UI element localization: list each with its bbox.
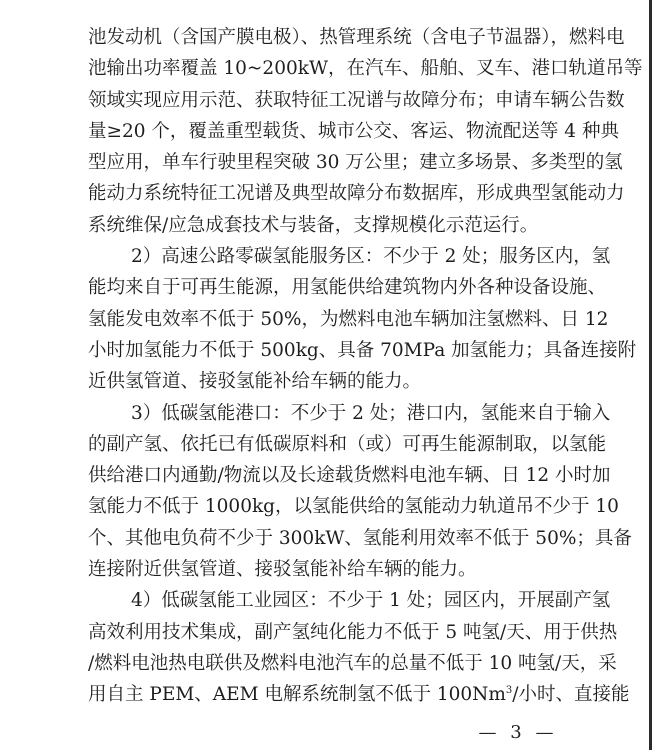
paragraph-1 [88,22,643,241]
paragraph-3-low-carbon-port [88,398,632,586]
text-line: 氢能力不低于 1000kg，以氢能供给的氢能动力轨道吊不少于 10 [88,496,619,518]
paragraph-heading-line: 2）高速公路零碳氢能服务区：不少于 2 处；服务区内，氢 [131,246,611,268]
superscript: 3 [505,685,513,697]
text-line [88,679,630,710]
text-line: 连接附近供氢管道、接驳氢能补给车辆的能力。 [88,559,477,581]
text-line: 量≥20 个，覆盖重型载货、城市公交、客运、物流配送等 4 种典 [88,120,619,142]
text-segment: 用自主 PEM、AEM 电解系统制氢不低于 100Nm [88,684,506,706]
text-line: 的副产氢、依托已有低碳原料和（或）可再生能源制取，以氢能 [88,433,607,455]
text-line: 池发动机（含国产膜电极）、热管理系统（含电子节温器），燃料电 [88,27,625,48]
paragraph-heading-line: 4）低碳氢能工业园区：不少于 1 处；园区内，开展副产氢 [131,590,611,612]
text-line: 能均来自于可再生能源，用氢能供给建筑物内外各种设备设施、 [88,277,607,299]
document-body [88,22,643,711]
text-line: 个、其他电负荷不少于 300kW、氢能利用效率不低于 50%；具备 [88,527,632,549]
page-number: — 3 — [478,722,558,743]
text-line: 型应用，单车行驶里程突破 30 万公里；建立多场景、多类型的氢 [88,152,623,174]
paragraph-4-industrial-park [88,585,630,710]
text-line: 小时加氢能力不低于 500kg、具备 70MPa 加氢能力；具备连接附 [88,339,637,361]
text-line: 系统维保/应急成套技术与装备，支撑规模化示范运行。 [88,214,539,236]
text-line: 池输出功率覆盖 10~200kW，在汽车、船舶、叉车、港口轨道吊等 [88,58,643,80]
text-line: 供给港口内通勤/物流以及长途载货燃料电池车辆、日 12 小时加 [88,465,611,487]
text-segment: /小时、直接能 [512,684,630,706]
text-line: 能动力系统特征工况谱及典型故障分布数据库，形成典型氢能动力 [88,183,625,205]
text-line: 高效利用技术集成，副产氢纯化能力不低于 5 吨氢/天、用于供热 [88,621,618,643]
text-line: 近供氢管道、接驳氢能补给车辆的能力。 [88,371,422,393]
text-line: 领域实现应用示范、获取特征工况谱与故障分布；申请车辆公告数 [88,89,625,111]
paragraph-2-highway-service-area [88,241,637,397]
text-line: /燃料电池热电联供及燃料电池汽车的总量不低于 10 吨氢/天，采 [88,652,617,674]
text-line: 氢能发电效率不低于 50%，为燃料电池车辆加注氢燃料、日 12 [88,308,609,330]
paragraph-heading-line: 3）低碳氢能港口：不少于 2 处；港口内，氢能来自于输入 [131,402,611,424]
